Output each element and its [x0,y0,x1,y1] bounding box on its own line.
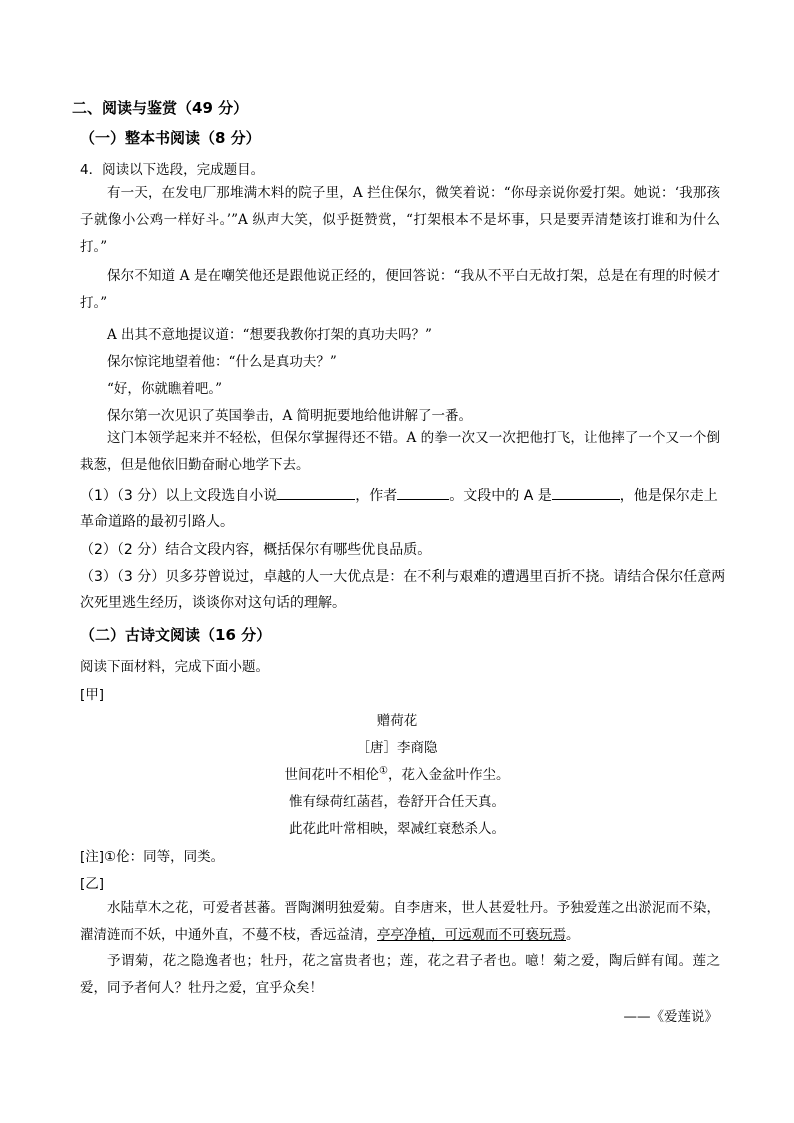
sub-question-1 [80,483,730,535]
poem-note: [注]①伦：同等，同类。 [80,849,225,865]
poem-line-1 [0,763,794,783]
part2-heading: （二）古诗文阅读（16 分） [80,626,272,644]
character-a-blank[interactable] [552,485,620,500]
excerpt-paragraph-3: A 出其不意地提议道：“想要我教你打架的真功夫吗？” [107,327,432,343]
excerpt-paragraph-5: “好，你就瞧着吧。” [107,381,223,397]
part1-heading: （一）整本书阅读（8 分） [80,129,261,147]
poem-author: ［唐］李商隐 [356,740,438,756]
prose-paragraph-2: 予谓菊，花之隐逸者也；牡丹，花之富贵者也；莲，花之君子者也。噫！菊之爱，陶后鲜有闻。莲之爱，同予者何人？牡丹之爱，宜乎众矣！ [80,953,720,996]
excerpt-paragraph-2: 保尔不知道 A 是在嘲笑他还是跟他说正经的，便回答说：“我从不平白无故打架，总是在有理的时候才打。” [80,268,720,311]
poem-line-1a: 世间花叶不相伦 [284,767,380,783]
poem-line-2: 惟有绿荷红菡萏，卷舒开合任天真。 [289,794,505,810]
poem-title: 赠荷花 [376,713,418,729]
footnote-marker: ① [379,765,388,777]
excerpt-paragraph-1: 有一天，在发电厂那堆满木料的院子里，A 拦住保尔，微笑着说：“你母亲说你爱打架。她说：‘我那孩子就像小公鸡一样好斗。’”A 纵声大笑，似乎挺赞赏，“打架根本不是坏事，只是要弄清楚该打谁和为什么打。” [80,185,720,255]
sub1-text-pre: （1）（3 分）以上文段选自小说 [80,488,278,504]
novel-title-blank[interactable] [277,485,355,500]
question-4-intro: 4．阅读以下选段，完成题目。 [80,162,265,178]
section-title: 二、阅读与鉴赏（49 分） [72,99,249,117]
sub1-text-mid1: ，作者 [355,488,398,504]
sub-question-2: （2）（2 分）结合文段内容，概括保尔有哪些优良品质。 [80,542,432,558]
excerpt-paragraph-4: 保尔惊诧地望着他：“什么是真功夫？” [107,354,337,370]
author-blank[interactable] [397,485,449,500]
prose-p1-b: 。 [566,927,580,943]
prose-p1-a: 水陆草木之花，可爱者甚蕃。晋陶渊明独爱菊。自李唐来，世人甚爱牡丹。予独爱莲之出淤泥而不染，濯清涟而不妖，中通外直，不蔓不枝，香远益清， [80,900,720,943]
sub1-text-post: ，他是保尔走上革命道路的最初引路人。 [80,488,718,530]
poem-line-1b: ，花入金盆叶作尘。 [387,767,510,783]
prose-p1-underlined: 亭亭净植，可远观而不可亵玩焉 [377,927,566,943]
sub-question-3: （3）（3 分）贝多芬曾说过，卓越的人一大优点是：在不利与艰难的遭遇里百折不挠。请结合保尔任意两次死里逃生经历，谈谈你对这句话的理解。 [80,569,726,611]
prose-source: ——《爱莲说》 [623,1009,718,1025]
sub1-text-mid2: 。文段中的 A 是 [449,488,552,504]
label-yi: [乙] [80,876,105,892]
prose-paragraph-1 [80,895,720,949]
label-jia: [甲] [80,687,105,703]
excerpt-paragraph-7: 这门本领学起来并不轻松，但保尔掌握得还不错。A 的拳一次又一次把他打飞，让他摔了一个又一个倒栽葱，但是他依旧勤奋耐心地学下去。 [80,430,720,473]
poem-line-3: 此花此叶常相映，翠减红衰愁杀人。 [289,821,505,837]
part2-intro: 阅读下面材料，完成下面小题。 [80,659,269,675]
excerpt-paragraph-6: 保尔第一次见识了英国拳击，A 简明扼要地给他讲解了一番。 [107,408,473,424]
